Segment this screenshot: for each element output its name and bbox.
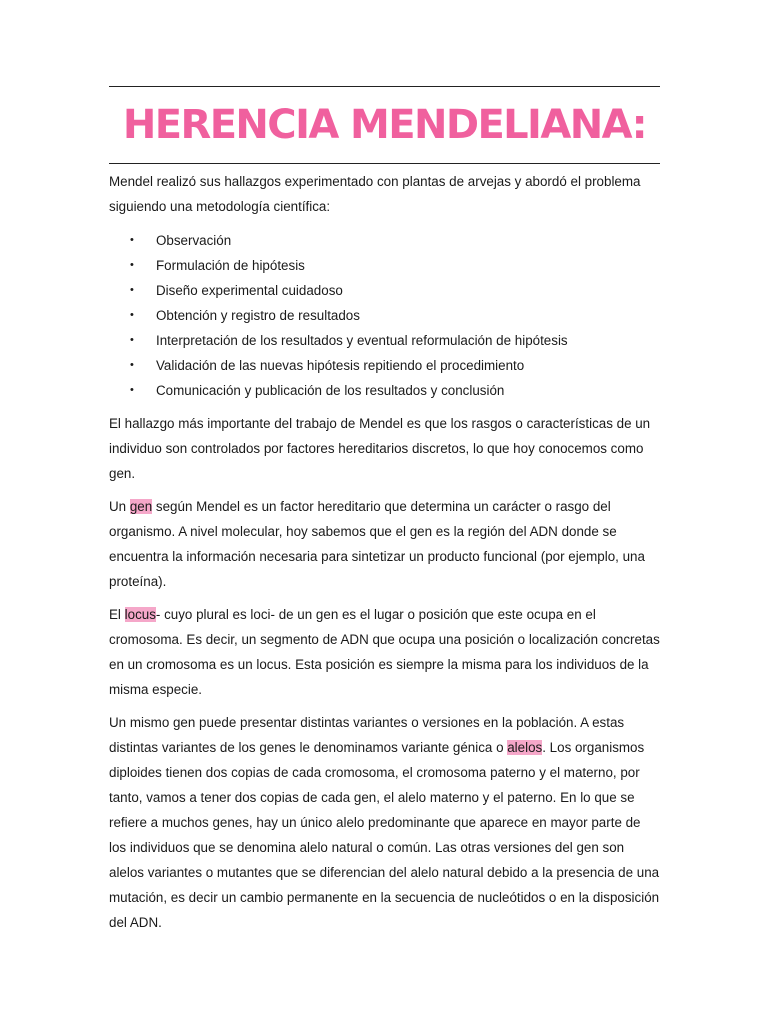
gen-text-after: según Mendel es un factor hereditario que determina un carácter o rasgo del organismo. A nivel molecular, hoy sabemos que el gen es la región del ADN donde se encuentra la información necesaria para sintetizar un producto funcional (por ejemplo, una proteína). bbox=[109, 499, 645, 589]
locus-text-after: - cuyo plural es loci- de un gen es el lugar o posición que este ocupa en el cromosoma. Es decir, un segmento de ADN que ocupa una posición o localización concretas en un cromosoma es un locus. Esta posición es siempre la misma para los individuos de la misma especie. bbox=[109, 607, 660, 697]
list-item bbox=[109, 303, 660, 328]
document-body bbox=[109, 169, 660, 935]
list-item-text: Obtención y registro de resultados bbox=[156, 308, 360, 323]
bullet-icon: • bbox=[130, 234, 134, 246]
list-item-text: Observación bbox=[156, 233, 232, 248]
list-item-text: Comunicación y publicación de los resultados y conclusión bbox=[156, 383, 505, 398]
bullet-icon: • bbox=[130, 334, 134, 346]
list-item bbox=[109, 353, 660, 378]
bullet-icon: • bbox=[130, 384, 134, 396]
document-page bbox=[109, 86, 660, 935]
list-item-text: Validación de las nuevas hipótesis repitiendo el procedimiento bbox=[156, 358, 525, 373]
intro-paragraph: Mendel realizó sus hallazgos experimentado con plantas de arvejas y abordó el problema siguiendo una metodología científica: bbox=[109, 174, 641, 214]
highlighted-term-alelos: alelos bbox=[507, 740, 543, 755]
list-item bbox=[109, 253, 660, 278]
gen-text-before: Un bbox=[109, 499, 130, 514]
bullet-icon: • bbox=[130, 309, 134, 321]
gen-paragraph bbox=[109, 494, 660, 594]
alelos-text-after: . Los organismos diploides tienen dos copias de cada cromosoma, el cromosoma paterno y el materno, por tanto, vamos a tener dos copias de cada gen, el alelo materno y el paterno. En lo que se refiere a muchos genes, hay un único alelo predominante que aparece en mayor parte de los individuos que se denomina alelo natural o común. Las otras versiones del gen son alelos variantes o mutantes que se diferencian del alelo natural debido a la presencia de una mutación, es decir un cambio permanente en la secuencia de nucleótidos o en la disposición del ADN. bbox=[109, 740, 660, 930]
highlighted-term-locus: locus bbox=[124, 607, 156, 622]
list-item bbox=[109, 328, 660, 353]
list-item-text: Formulación de hipótesis bbox=[156, 258, 305, 273]
hallazgo-paragraph: El hallazgo más importante del trabajo de Mendel es que los rasgos o características de un individuo son controlados por factores hereditarios discretos, lo que hoy conocemos como gen. bbox=[109, 416, 651, 481]
highlighted-term-gen: gen bbox=[129, 499, 153, 514]
bullet-icon: • bbox=[130, 359, 134, 371]
list-item bbox=[109, 278, 660, 303]
locus-paragraph bbox=[109, 602, 660, 702]
alelos-paragraph bbox=[109, 710, 660, 935]
page-title: HERENCIA MENDELIANA: bbox=[122, 102, 647, 148]
bottom-rule bbox=[109, 163, 660, 164]
methodology-list bbox=[109, 228, 660, 403]
bullet-icon: • bbox=[130, 284, 134, 296]
list-item-text: Interpretación de los resultados y eventual reformulación de hipótesis bbox=[156, 333, 568, 348]
list-item-text: Diseño experimental cuidadoso bbox=[156, 283, 343, 298]
list-item bbox=[109, 228, 660, 253]
bullet-icon: • bbox=[130, 259, 134, 271]
locus-text-before: El bbox=[109, 607, 125, 622]
alelos-text-before: Un mismo gen puede presentar distintas variantes o versiones en la población. A estas distintas variantes de los genes le denominamos variante génica o bbox=[109, 715, 625, 755]
list-item bbox=[109, 378, 660, 403]
